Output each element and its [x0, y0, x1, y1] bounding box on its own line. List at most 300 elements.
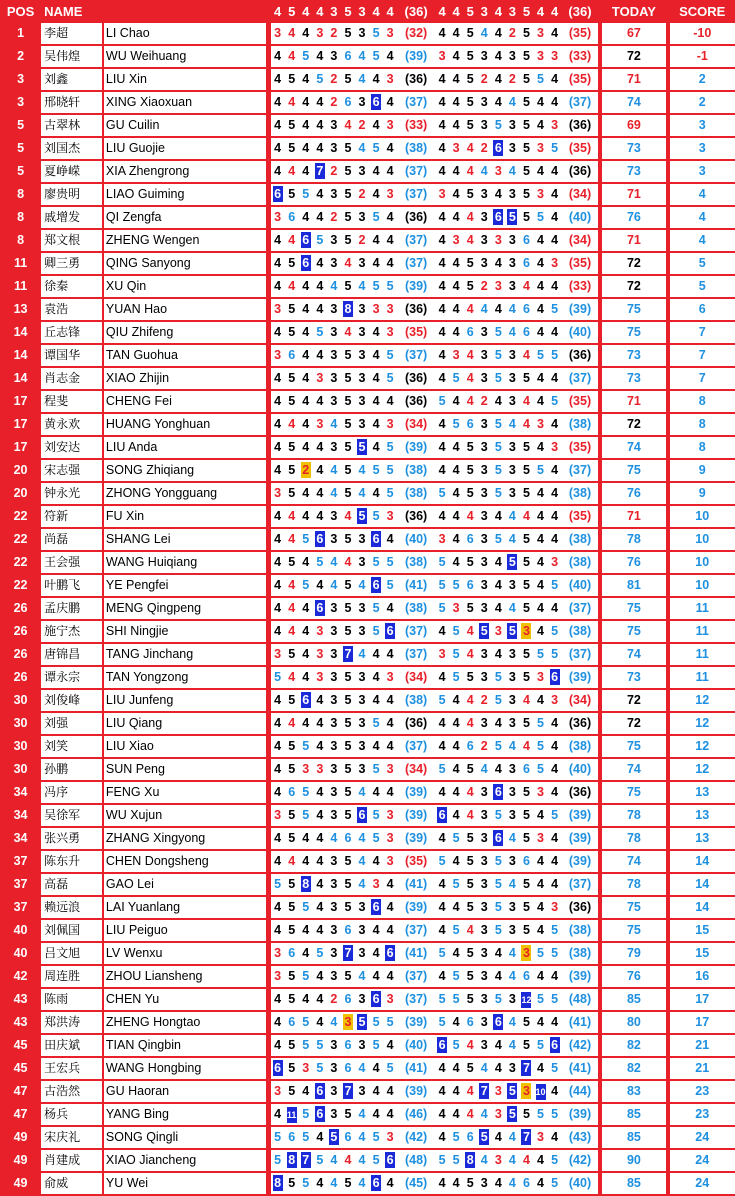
hole-14-score	[491, 575, 505, 598]
hole-score: 5	[453, 992, 460, 1006]
back-nine-total: (44)	[562, 1081, 599, 1104]
hole-8-score	[369, 1104, 383, 1127]
hole-16-score	[519, 736, 533, 759]
hole-score: 4	[453, 26, 460, 40]
hole-1-score	[271, 138, 285, 161]
hole-score: 5	[274, 877, 281, 891]
hole-7-score	[355, 897, 369, 920]
hole-6-score	[341, 759, 355, 782]
hole-14-score	[491, 1104, 505, 1127]
hole-16-score	[519, 943, 533, 966]
hole-12-score	[463, 230, 477, 253]
hole-score: 5	[523, 670, 530, 684]
hole-score: 4	[373, 417, 380, 431]
today-score: 85	[598, 1127, 665, 1150]
hole-score: 4	[439, 624, 446, 638]
player-name-chinese: 戚增发	[41, 207, 104, 230]
hole-7-score	[355, 23, 369, 46]
hole-score: 5	[439, 693, 446, 707]
back-nine-total: (37)	[562, 644, 599, 667]
back-nine-total: (35)	[562, 253, 599, 276]
hole-score: 5	[357, 508, 367, 524]
hole-12-score	[463, 851, 477, 874]
hole-score: 5	[551, 1061, 558, 1075]
hole-2-score	[285, 943, 299, 966]
hole-score: 4	[274, 831, 281, 845]
hole-score: 4	[344, 509, 351, 523]
hole-16-score	[519, 575, 533, 598]
hole-score: 5	[344, 716, 351, 730]
hole-score: 4	[537, 95, 544, 109]
hole-score: 4	[344, 118, 351, 132]
hole-13-score	[477, 966, 491, 989]
hole-score: 4	[467, 210, 474, 224]
hole-score: 4	[359, 141, 366, 155]
hole-score: 5	[551, 1153, 558, 1167]
hole-7-score	[355, 161, 369, 184]
today-score: 85	[598, 1104, 665, 1127]
hole-score: 3	[537, 670, 544, 684]
hole-12-score	[463, 23, 477, 46]
hole-score: 4	[316, 95, 323, 109]
hole-5-score	[327, 759, 341, 782]
front-nine-total: (39)	[397, 276, 435, 299]
hole-score: 4	[373, 1061, 380, 1075]
hole-3-score	[299, 368, 313, 391]
hole-score: 4	[387, 601, 394, 615]
hole-score: 3	[481, 417, 488, 431]
hole-score: 5	[495, 463, 502, 477]
hole-score: 6	[493, 830, 503, 846]
hole-score: 7	[343, 945, 353, 961]
hole-score: 4	[387, 210, 394, 224]
total-score: 15	[666, 943, 735, 966]
hole-score: 3	[509, 923, 516, 937]
total-score: 12	[666, 713, 735, 736]
hole-score: 4	[316, 831, 323, 845]
hole-4-score	[313, 874, 327, 897]
hole-18-score	[548, 276, 562, 299]
hole-score: 4	[316, 187, 323, 201]
hole-score: 4	[288, 417, 295, 431]
hole-score: 4	[495, 394, 502, 408]
hole-score: 4	[551, 233, 558, 247]
hole-7-score	[355, 322, 369, 345]
hole-score: 3	[330, 716, 337, 730]
hole-10-score	[435, 644, 449, 667]
hole-17-score	[533, 552, 547, 575]
hole-score: 3	[316, 762, 323, 776]
hole-3-score	[299, 207, 313, 230]
hole-score: 3	[481, 256, 488, 270]
hole-8-score	[369, 1150, 383, 1173]
hole-3-score	[299, 759, 313, 782]
hole-13-score	[477, 437, 491, 460]
hole-14-score	[491, 23, 505, 46]
hole-12-score	[463, 1058, 477, 1081]
hole-18-score	[548, 299, 562, 322]
hole-1-score	[271, 1127, 285, 1150]
hole-17-score	[533, 644, 547, 667]
hole-13-score	[477, 368, 491, 391]
hole-score: 4	[316, 1015, 323, 1029]
hole-5-score	[327, 437, 341, 460]
hole-score: 4	[509, 1176, 516, 1190]
today-score: 75	[598, 299, 665, 322]
hole-10-score	[435, 1127, 449, 1150]
hole-12-score	[463, 506, 477, 529]
hole-14-score	[491, 414, 505, 437]
hole-1-score	[271, 506, 285, 529]
hole-8-score	[369, 851, 383, 874]
hole-16-score	[519, 1058, 533, 1081]
hole-score: 3	[509, 233, 516, 247]
hole-score: 4	[330, 1015, 337, 1029]
hole-score: 4	[274, 900, 281, 914]
hole-14-score	[491, 368, 505, 391]
hole-score: 3	[509, 992, 516, 1006]
hole-5-score	[327, 1104, 341, 1127]
hole-score: 6	[357, 807, 367, 823]
player-name-english: YE Pengfei	[104, 575, 269, 598]
hole-score: 4	[359, 1153, 366, 1167]
hole-9-score	[383, 138, 397, 161]
hole-score: 5	[479, 623, 489, 639]
hole-11-score	[449, 299, 463, 322]
hole-13-score	[477, 138, 491, 161]
hole-4-score	[313, 322, 327, 345]
hole-score: 4	[316, 279, 323, 293]
hole-score: 4	[387, 1038, 394, 1052]
hole-score: 4	[495, 647, 502, 661]
hole-score: 4	[274, 992, 281, 1006]
hole-12-score	[463, 713, 477, 736]
hole-14-score	[491, 1012, 505, 1035]
front-nine-total: (37)	[397, 989, 435, 1012]
table-row	[0, 299, 735, 322]
hole-score: 5	[467, 854, 474, 868]
hole-score: 4	[274, 256, 281, 270]
hole-score: 4	[316, 739, 323, 753]
hole-6-score	[341, 989, 355, 1012]
hole-17-score	[533, 989, 547, 1012]
player-name-chinese: 尚磊	[41, 529, 104, 552]
hole-score: 4	[439, 26, 446, 40]
hole-score: 3	[453, 141, 460, 155]
hole-13-score	[477, 529, 491, 552]
hole-score: 4	[481, 1107, 488, 1121]
hole-score: 5	[439, 946, 446, 960]
hole-2-score	[285, 184, 299, 207]
hole-score: 4	[302, 164, 309, 178]
hole-12-score	[463, 207, 477, 230]
hole-9-score	[383, 437, 397, 460]
hole-score: 5	[439, 578, 446, 592]
hole-score: 3	[481, 210, 488, 224]
hole-13-score	[477, 92, 491, 115]
hole-score: 5	[537, 716, 544, 730]
hole-3-score	[299, 506, 313, 529]
hole-score: 4	[509, 831, 516, 845]
table-row	[0, 184, 735, 207]
hole-5-score	[327, 828, 341, 851]
hole-score: 4	[537, 1176, 544, 1190]
total-score: 11	[666, 621, 735, 644]
hole-score: 4	[387, 95, 394, 109]
hole-score: 3	[387, 72, 394, 86]
hole-4-score	[313, 529, 327, 552]
hole-6-score	[341, 575, 355, 598]
front-nine-total: (40)	[397, 529, 435, 552]
hole-score: 4	[439, 302, 446, 316]
hole-score: 4	[359, 49, 366, 63]
hole-score: 4	[537, 1153, 544, 1167]
hole-score: 3	[481, 647, 488, 661]
hole-score: 5	[288, 72, 295, 86]
player-position: 30	[0, 690, 41, 713]
hole-18-score	[548, 46, 562, 69]
hole-score: 4	[537, 325, 544, 339]
hole-score: 4	[302, 210, 309, 224]
hole-score: 5	[537, 1107, 544, 1121]
hole-16-score	[519, 966, 533, 989]
hole-18-score	[548, 989, 562, 1012]
hole-7-score	[355, 299, 369, 322]
hole-9-score	[383, 345, 397, 368]
hole-score: 6	[344, 95, 351, 109]
hole-3-score	[299, 1150, 313, 1173]
hole-score: 6	[437, 1037, 447, 1053]
hole-score: 4	[288, 509, 295, 523]
hole-15-score	[505, 529, 519, 552]
hole-2-score	[285, 851, 299, 874]
hole-score: 4	[274, 854, 281, 868]
hole-score: 5	[523, 1038, 530, 1052]
hole-score: 3	[359, 716, 366, 730]
hole-16-score	[519, 805, 533, 828]
today-score: 74	[598, 437, 665, 460]
today-score: 75	[598, 460, 665, 483]
hole-16-score	[519, 897, 533, 920]
hole-score: 3	[330, 233, 337, 247]
back-nine-total: (39)	[562, 299, 599, 322]
hole-6-score	[341, 414, 355, 437]
hole-18-score	[548, 506, 562, 529]
hole-7-score	[355, 92, 369, 115]
hole-12-score	[463, 391, 477, 414]
hole-17-score	[533, 805, 547, 828]
hole-11-score	[449, 69, 463, 92]
total-score: 10	[666, 575, 735, 598]
hole-score: 3	[359, 371, 366, 385]
hole-score: 5	[302, 1107, 309, 1121]
hole-12-score	[463, 483, 477, 506]
hole-11-score	[449, 138, 463, 161]
hole-15-score	[505, 736, 519, 759]
hole-7-score	[355, 184, 369, 207]
hole-score: 4	[551, 716, 558, 730]
hole-1-score	[271, 391, 285, 414]
total-score: 14	[666, 874, 735, 897]
hole-16-score	[519, 1081, 533, 1104]
hole-score: 3	[330, 647, 337, 661]
par-in-16: 5	[519, 0, 533, 23]
player-name-english: ZHOU Liansheng	[104, 966, 269, 989]
hole-6-score	[341, 690, 355, 713]
hole-10-score	[435, 552, 449, 575]
hole-score: 2	[481, 739, 488, 753]
hole-score: 3	[481, 187, 488, 201]
hole-13-score	[477, 322, 491, 345]
hole-score: 5	[387, 578, 394, 592]
hole-score: 5	[373, 1015, 380, 1029]
hole-score: 4	[274, 49, 281, 63]
hole-score: 4	[439, 256, 446, 270]
hole-score: 4	[316, 877, 323, 891]
hole-score: 3	[481, 95, 488, 109]
back-nine-total: (35)	[562, 69, 599, 92]
hole-score: 5	[523, 164, 530, 178]
player-name-english: WANG Hongbing	[104, 1058, 269, 1081]
player-position: 3	[0, 69, 41, 92]
hole-score: 5	[344, 72, 351, 86]
par-in-13: 3	[477, 0, 491, 23]
hole-10-score	[435, 805, 449, 828]
hole-score: 4	[439, 233, 446, 247]
today-score: 75	[598, 897, 665, 920]
hole-score: 6	[493, 140, 503, 156]
player-position: 8	[0, 230, 41, 253]
hole-1-score	[271, 759, 285, 782]
hole-score: 4	[551, 26, 558, 40]
hole-score: 5	[467, 49, 474, 63]
total-score: -10	[666, 23, 735, 46]
hole-score: 4	[302, 486, 309, 500]
hole-3-score	[299, 667, 313, 690]
hole-7-score	[355, 1081, 369, 1104]
hole-score: 8	[287, 1152, 297, 1168]
player-name-chinese: 袁浩	[41, 299, 104, 322]
hole-7-score	[355, 828, 369, 851]
front-nine-total: (37)	[397, 920, 435, 943]
hole-18-score	[548, 598, 562, 621]
table-row	[0, 989, 735, 1012]
hole-15-score	[505, 276, 519, 299]
hole-score: 4	[387, 877, 394, 891]
hole-6-score	[341, 23, 355, 46]
hole-6-score	[341, 897, 355, 920]
hole-8-score	[369, 782, 383, 805]
player-name-chinese: 吴徐军	[41, 805, 104, 828]
hole-score: 4	[537, 233, 544, 247]
hole-score: 3	[509, 670, 516, 684]
today-score: 75	[598, 621, 665, 644]
hole-score: 4	[373, 348, 380, 362]
today-score: 82	[598, 1058, 665, 1081]
hole-score: 4	[274, 325, 281, 339]
hole-9-score	[383, 759, 397, 782]
hole-score: 3	[481, 808, 488, 822]
hole-10-score	[435, 575, 449, 598]
front-nine-total: (36)	[397, 506, 435, 529]
hole-score: 5	[551, 302, 558, 316]
hole-score: 4	[373, 969, 380, 983]
front-nine-total: (41)	[397, 1058, 435, 1081]
hole-14-score	[491, 621, 505, 644]
total-score: 13	[666, 805, 735, 828]
hole-score: 4	[439, 279, 446, 293]
hole-17-score	[533, 1058, 547, 1081]
hole-score: 3	[387, 187, 394, 201]
hole-score: 6	[385, 1152, 395, 1168]
hole-score: 5	[467, 900, 474, 914]
hole-5-score	[327, 1081, 341, 1104]
hole-12-score	[463, 345, 477, 368]
par-out-9: 4	[383, 0, 397, 23]
back-nine-total: (35)	[562, 506, 599, 529]
hole-score: 4	[344, 1153, 351, 1167]
hole-3-score	[299, 184, 313, 207]
hole-5-score	[327, 230, 341, 253]
back-nine-total: (36)	[562, 345, 599, 368]
hole-15-score	[505, 207, 519, 230]
hole-15-score	[505, 115, 519, 138]
front-nine-total: (38)	[397, 690, 435, 713]
hole-11-score	[449, 805, 463, 828]
hole-score: 5	[523, 785, 530, 799]
hole-8-score	[369, 667, 383, 690]
hole-score: 2	[301, 462, 311, 478]
hole-14-score	[491, 966, 505, 989]
hole-1-score	[271, 621, 285, 644]
hole-score: 3	[481, 1038, 488, 1052]
hole-11-score	[449, 1104, 463, 1127]
player-position: 42	[0, 966, 41, 989]
hole-7-score	[355, 644, 369, 667]
hole-score: 4	[288, 233, 295, 247]
hole-17-score	[533, 1150, 547, 1173]
hole-8-score	[369, 23, 383, 46]
hole-11-score	[449, 414, 463, 437]
hole-score: 4	[551, 1130, 558, 1144]
hole-17-score	[533, 1012, 547, 1035]
hole-4-score	[313, 598, 327, 621]
hole-9-score	[383, 1081, 397, 1104]
hole-score: 3	[359, 992, 366, 1006]
front-nine-total: (37)	[397, 92, 435, 115]
back-nine-total: (39)	[562, 1104, 599, 1127]
hole-score: 4	[316, 578, 323, 592]
hole-7-score	[355, 69, 369, 92]
hole-18-score	[548, 851, 562, 874]
today-score: 82	[598, 1035, 665, 1058]
hole-9-score	[383, 207, 397, 230]
player-position: 47	[0, 1104, 41, 1127]
hole-15-score	[505, 690, 519, 713]
player-name-chinese: 冯序	[41, 782, 104, 805]
hole-score: 5	[387, 1015, 394, 1029]
hole-10-score	[435, 1150, 449, 1173]
hole-score: 5	[288, 371, 295, 385]
hole-12-score	[463, 1081, 477, 1104]
player-name-english: XIAO Zhijin	[104, 368, 269, 391]
hole-score: 3	[330, 532, 337, 546]
hole-score: 4	[453, 946, 460, 960]
hole-5-score	[327, 69, 341, 92]
back-nine-total: (38)	[562, 483, 599, 506]
back-nine-total: (38)	[562, 920, 599, 943]
hole-score: 5	[302, 1176, 309, 1190]
